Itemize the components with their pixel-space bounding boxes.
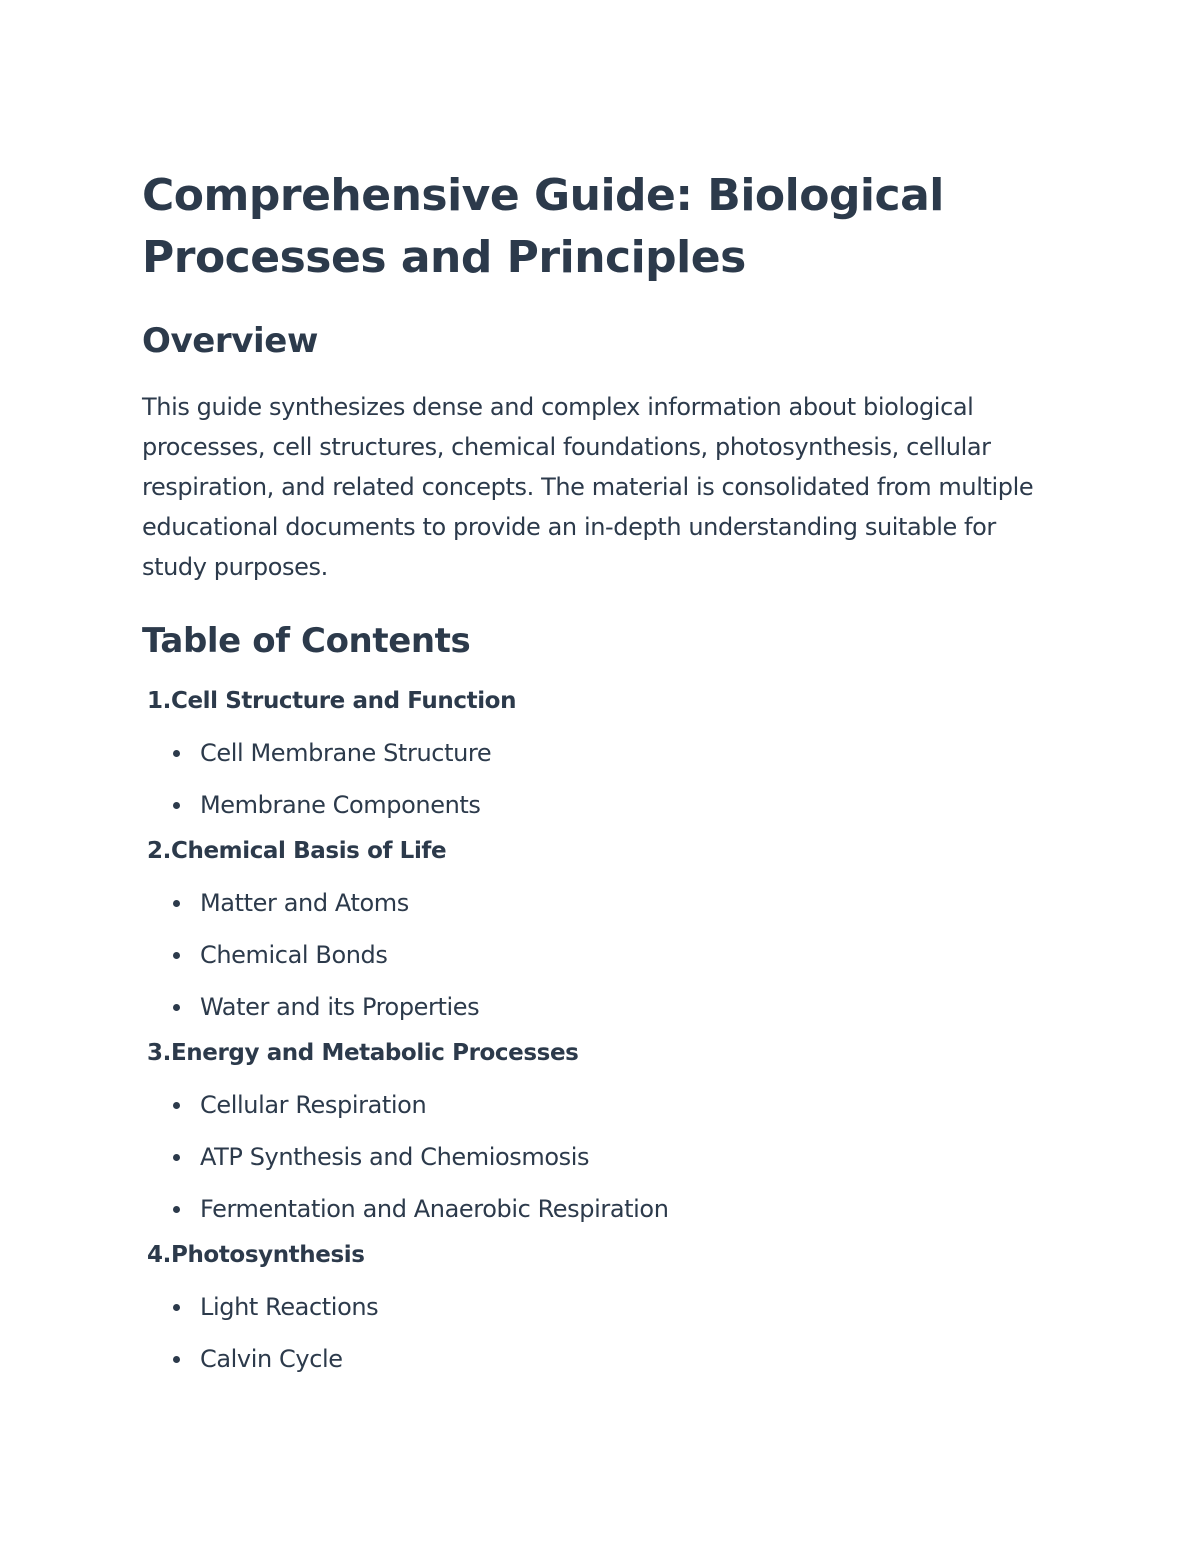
toc-heading: Table of Contents: [142, 621, 471, 661]
toc-subsection-list: [142, 1091, 1062, 1223]
toc-subsection-item: [142, 889, 1062, 917]
toc-subsection-item: [142, 739, 1062, 767]
toc-section-label: Photosynthesis: [171, 1242, 365, 1268]
document-title: Comprehensive Guide: Biological Processes and Principles: [142, 170, 944, 283]
toc-section-label: Chemical Basis of Life: [171, 838, 447, 864]
toc-subsection-label: Light Reactions: [200, 1293, 379, 1321]
overview-paragraph: This guide synthesizes dense and complex information about biological processes, cell structures, chemical foundations, photosynthesis, cellular respiration, and related concepts. The material is consolidated from multiple educational documents to provide an in-depth understanding suitable for study purposes.: [142, 393, 1034, 581]
overview-heading: Overview: [142, 321, 318, 361]
toc-subsection-list: [142, 739, 1062, 819]
toc-subsection-item: [142, 993, 1062, 1021]
bullet-icon: [173, 1356, 180, 1363]
bullet-icon: [173, 1004, 180, 1011]
document-page: [142, 165, 1062, 1373]
toc-subsection-item: [142, 941, 1062, 969]
toc-subsection-item: [142, 1345, 1062, 1373]
toc-subsection-label: Cell Membrane Structure: [200, 739, 492, 767]
bullet-icon: [173, 1304, 180, 1311]
bullet-icon: [173, 802, 180, 809]
toc-section: [142, 1241, 1062, 1373]
toc-section-number: 3.: [147, 1040, 171, 1066]
toc-subsection-list: [142, 1293, 1062, 1373]
toc-section-label: Energy and Metabolic Processes: [171, 1040, 579, 1066]
toc-section-number: 1.: [147, 688, 171, 714]
toc-subsection-label: ATP Synthesis and Chemiosmosis: [200, 1143, 590, 1171]
toc-section-label: Cell Structure and Function: [171, 688, 517, 714]
toc-section-number: 2.: [147, 838, 171, 864]
toc-subsection-item: [142, 791, 1062, 819]
toc-subsection-label: Membrane Components: [200, 791, 481, 819]
bullet-icon: [173, 1206, 180, 1213]
toc-subsection-label: Matter and Atoms: [200, 889, 409, 917]
bullet-icon: [173, 1102, 180, 1109]
bullet-icon: [173, 952, 180, 959]
toc-subsection-label: Chemical Bonds: [200, 941, 388, 969]
toc-section-title: [142, 1241, 1062, 1269]
toc-section: [142, 687, 1062, 819]
table-of-contents: [142, 687, 1062, 1373]
toc-subsection-label: Calvin Cycle: [200, 1345, 343, 1373]
bullet-icon: [173, 1154, 180, 1161]
toc-subsection-item: [142, 1091, 1062, 1119]
toc-subsection-item: [142, 1195, 1062, 1223]
toc-subsection-label: Cellular Respiration: [200, 1091, 427, 1119]
toc-subsection-item: [142, 1293, 1062, 1321]
toc-section: [142, 1039, 1062, 1223]
toc-section: [142, 837, 1062, 1021]
bullet-icon: [173, 900, 180, 907]
toc-section-title: [142, 837, 1062, 865]
toc-subsection-list: [142, 889, 1062, 1021]
toc-section-title: [142, 687, 1062, 715]
bullet-icon: [173, 750, 180, 757]
toc-section-title: [142, 1039, 1062, 1067]
toc-subsection-item: [142, 1143, 1062, 1171]
toc-subsection-label: Fermentation and Anaerobic Respiration: [200, 1195, 669, 1223]
toc-subsection-label: Water and its Properties: [200, 993, 480, 1021]
toc-section-number: 4.: [147, 1242, 171, 1268]
